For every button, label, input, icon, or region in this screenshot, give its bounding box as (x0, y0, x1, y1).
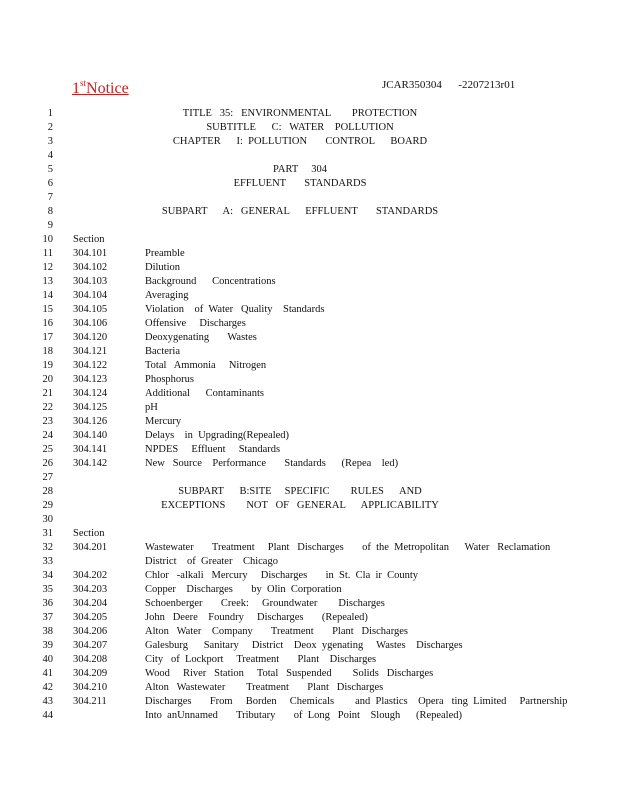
line-number: 40 (42, 654, 53, 665)
first-notice-label (72, 74, 139, 98)
section-title: Wastewater Treatment Plant Discharges of the Metropolitan Water Reclamation (145, 542, 551, 553)
section-title: NPDES Effluent Standards (145, 444, 281, 455)
subtitle-heading: SUBTITLE C: WATER POLLUTION (206, 122, 394, 133)
line-number: 12 (42, 262, 53, 273)
line-number: 29 (42, 500, 53, 511)
line-number: 20 (42, 374, 53, 385)
section-number: 304.203 (73, 584, 108, 595)
section-title: Copper Discharges by Olin Corporation (145, 584, 342, 595)
line-number: 17 (42, 332, 53, 343)
line-number: 28 (42, 486, 53, 497)
line-number: 7 (47, 192, 53, 203)
section-title: Background Concentrations (145, 276, 276, 287)
line-number: 36 (42, 598, 53, 609)
section-title: Discharges From Borden Chemicals and Plastics Opera ting Limited Partnership (145, 696, 568, 707)
section-title-continuation: District of Greater Chicago (145, 556, 278, 567)
section-number: 304.121 (73, 346, 108, 357)
section-number: 304.208 (73, 654, 108, 665)
section-number: 304.122 (73, 360, 108, 371)
section-number: 304.120 (73, 332, 108, 343)
line-number: 34 (42, 570, 53, 581)
section-number: 304.206 (73, 626, 108, 637)
section-title: Phosphorus (145, 374, 195, 385)
section-title: Schoenberger Creek: Groundwater Discharges (145, 598, 385, 609)
line-number: 13 (42, 276, 53, 287)
section-number: 304.210 (73, 682, 108, 693)
section-number: 304.102 (73, 262, 108, 273)
line-number: 16 (42, 318, 53, 329)
section-title: Bacteria (145, 346, 180, 357)
section-title: pH (145, 402, 158, 413)
section-number: 304.105 (73, 304, 108, 315)
section-title: Deoxygenating Wastes (145, 332, 257, 343)
line-number: 39 (42, 640, 53, 651)
section-title: John Deere Foundry Discharges (Repealed) (145, 612, 368, 623)
section-number: 304.106 (73, 318, 108, 329)
line-number: 10 (42, 234, 53, 245)
line-number: 23 (42, 416, 53, 427)
line-number: 22 (42, 402, 53, 413)
section-number: 304.201 (73, 542, 108, 553)
section-title: Dilution (145, 262, 181, 273)
section-number: 304.101 (73, 248, 108, 259)
notice-ordinal-suffix: st (80, 78, 87, 88)
line-number: 1 (47, 108, 53, 119)
section-title: New Source Performance Standards (Repea led) (145, 458, 399, 469)
section-title: Wood River Station Total Suspended Solids Discharges (145, 668, 434, 679)
section-title: Offensive Discharges (145, 318, 246, 329)
section-title: Alton Wastewater Treatment Plant Discharges (145, 682, 384, 693)
line-number: 18 (42, 346, 53, 357)
section-title: Averaging (145, 290, 189, 301)
section-number: 304.205 (73, 612, 108, 623)
line-number: 44 (42, 710, 53, 721)
line-number: 21 (42, 388, 53, 399)
section-number: 304.211 (73, 696, 107, 707)
section-column-label: Section (73, 234, 105, 245)
subpart-b-heading-line-1: SUBPART B:SITE SPECIFIC RULES AND (178, 486, 422, 497)
line-number: 37 (42, 612, 53, 623)
section-title: City of Lockport Treatment Plant Discharges (145, 654, 377, 665)
section-number: 304.204 (73, 598, 108, 609)
line-number: 31 (42, 528, 53, 539)
line-number: 5 (47, 164, 53, 175)
section-number: 304.123 (73, 374, 108, 385)
notice-number: 1 (72, 80, 80, 97)
subpart-a-heading: SUBPART A: GENERAL EFFLUENT STANDARDS (161, 206, 439, 217)
line-number: 9 (47, 220, 53, 231)
line-number: 4 (47, 150, 53, 161)
section-title: Alton Water Company Treatment Plant Discharges (145, 626, 408, 637)
section-title-continuation: Into anUnnamed Tributary of Long Point Slough (Repealed) (145, 710, 463, 721)
part-name-heading: EFFLUENT STANDARDS (233, 178, 367, 189)
line-number: 43 (42, 696, 53, 707)
section-number: 304.209 (73, 668, 108, 679)
section-title: Total Ammonia Nitrogen (145, 360, 267, 371)
line-number: 8 (47, 206, 53, 217)
line-number: 25 (42, 444, 53, 455)
section-number: 304.103 (73, 276, 108, 287)
section-number: 304.124 (73, 388, 108, 399)
line-number: 14 (42, 290, 53, 301)
chapter-heading: CHAPTER I: POLLUTION CONTROL BOARD (172, 136, 428, 147)
line-number: 30 (42, 514, 53, 525)
section-title: Preamble (145, 248, 185, 259)
section-number: 304.126 (73, 416, 108, 427)
line-number: 11 (42, 248, 53, 259)
section-number: 304.104 (73, 290, 108, 301)
line-number: 26 (42, 458, 53, 469)
section-number: 304.207 (73, 640, 108, 651)
section-column-label: Section (73, 528, 105, 539)
line-number: 35 (42, 584, 53, 595)
line-number: 2 (47, 122, 53, 133)
section-title: Delays in Upgrading(Repealed) (145, 430, 290, 441)
section-title: Additional Contaminants (145, 388, 264, 399)
line-number: 42 (42, 682, 53, 693)
notice-word: Notice (86, 80, 129, 97)
part-heading: PART 304 (273, 164, 327, 175)
section-title: Mercury (145, 416, 182, 427)
line-number: 38 (42, 626, 53, 637)
line-number: 19 (42, 360, 53, 371)
section-title: Chlor -alkali Mercury Discharges in St. Cla ir County (145, 570, 419, 581)
line-number: 33 (42, 556, 53, 567)
section-title: Violation of Water Quality Standards (145, 304, 325, 315)
line-number: 6 (47, 178, 53, 189)
line-number: 27 (42, 472, 53, 483)
section-number: 304.202 (73, 570, 108, 581)
section-title: Galesburg Sanitary District Deox ygenating Wastes Discharges (145, 640, 463, 651)
line-number: 3 (47, 136, 53, 147)
section-number: 304.141 (73, 444, 108, 455)
line-number: 41 (42, 668, 53, 679)
section-number: 304.140 (73, 430, 108, 441)
section-number: 304.142 (73, 458, 108, 469)
line-number: 15 (42, 304, 53, 315)
line-number: 32 (42, 542, 53, 553)
section-number: 304.125 (73, 402, 108, 413)
title-heading: TITLE 35: ENVIRONMENTAL PROTECTION (182, 108, 418, 119)
document-id: JCAR350304 -2207213r01 (382, 79, 516, 91)
line-number: 24 (42, 430, 53, 441)
subpart-b-heading-line-2: EXCEPTIONS NOT OF GENERAL APPLICABILITY (161, 500, 439, 511)
